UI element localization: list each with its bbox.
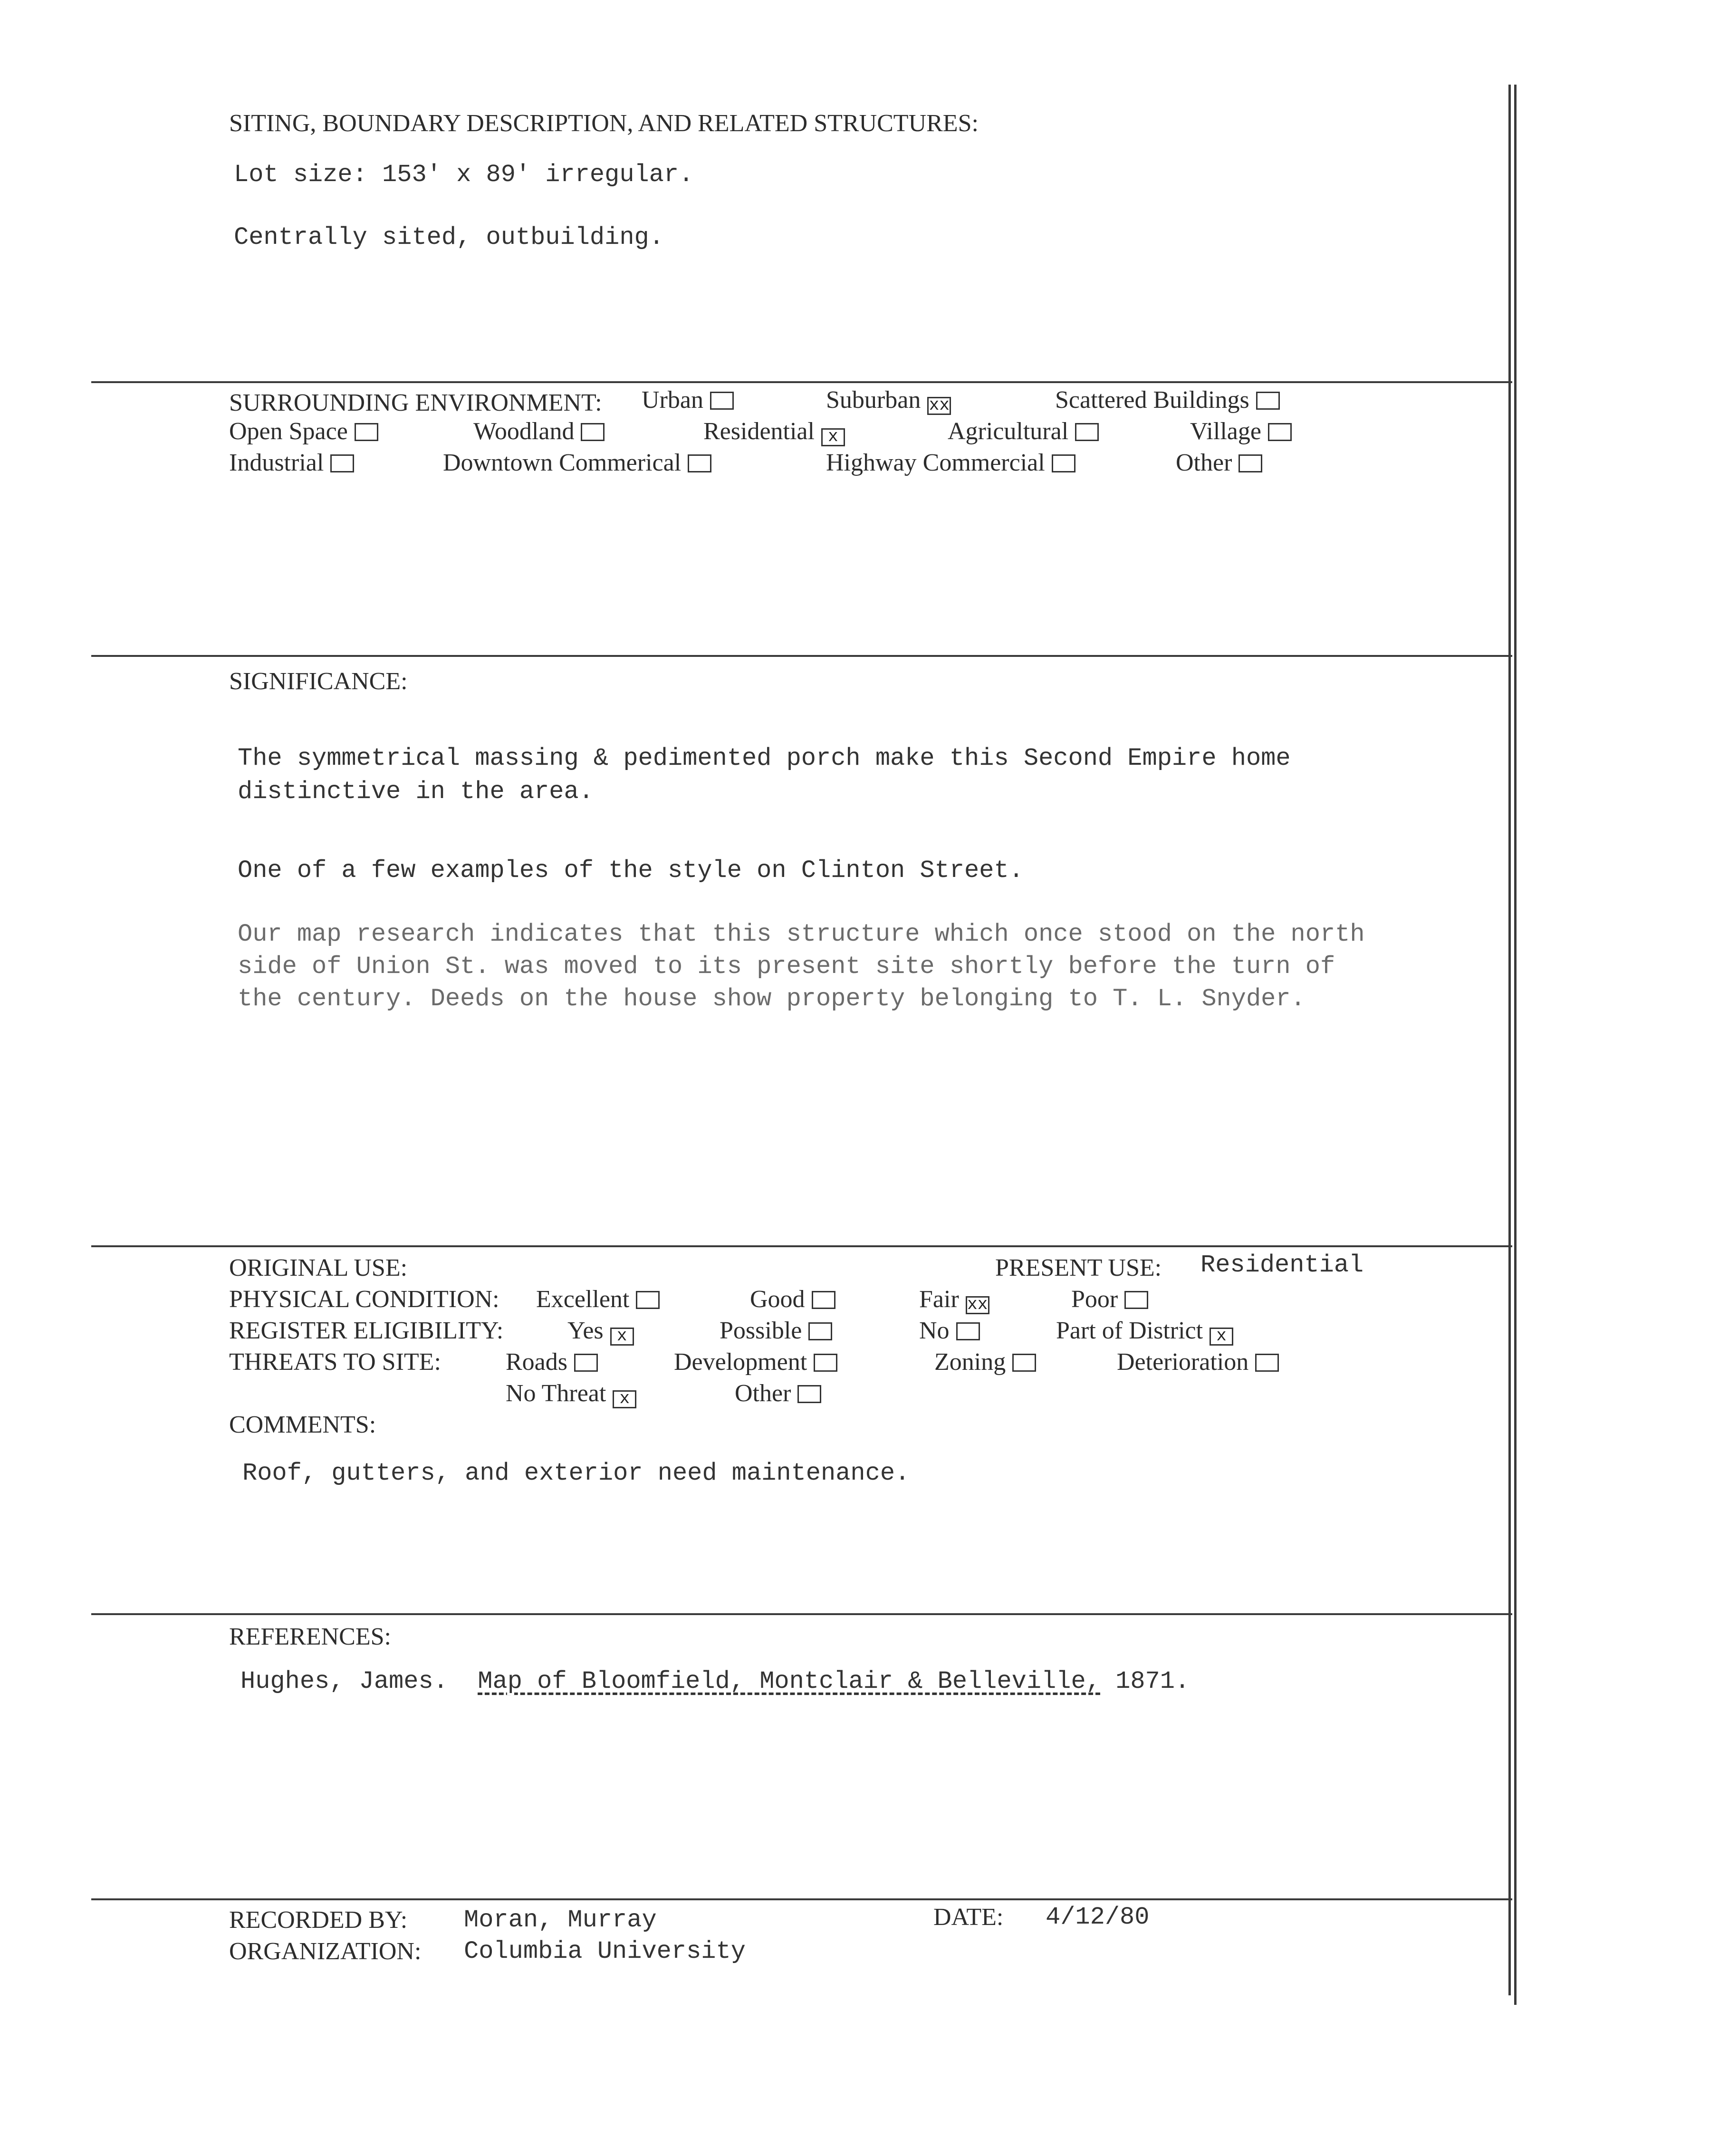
divider: [91, 1898, 1512, 1900]
comments-label: COMMENTS:: [229, 1411, 376, 1438]
checkbox[interactable]: [710, 392, 734, 410]
present-use-label: PRESENT USE:: [995, 1254, 1162, 1281]
threats-label: THREATS TO SITE:: [229, 1348, 441, 1376]
reference-entry: [240, 1667, 1190, 1695]
right-border-rule: [1508, 85, 1511, 1995]
significance-p3-line-3: the century. Deeds on the house show property belonging to T. L. Snyder.: [238, 985, 1306, 1013]
checkbox[interactable]: xx: [927, 397, 951, 415]
checkbox[interactable]: [330, 454, 354, 472]
checkbox[interactable]: [812, 1291, 835, 1309]
checkbox[interactable]: [814, 1354, 837, 1372]
reference-title: Map of Bloomfield, Montclair & Belleville,: [478, 1667, 1101, 1695]
reference-year: 1871.: [1115, 1667, 1190, 1695]
siting-line-1: Lot size: 153' x 89' irregular.: [234, 161, 694, 189]
comments-text: Roof, gutters, and exterior need maintenance.: [242, 1459, 910, 1487]
right-border-rule-inner: [1514, 85, 1517, 2005]
threat-option-other: Other: [735, 1379, 821, 1407]
divider: [91, 655, 1512, 657]
env-option-suburban: Suburban xx: [826, 386, 951, 415]
checkbox[interactable]: x: [613, 1390, 636, 1408]
reference-author: Hughes, James.: [240, 1667, 448, 1695]
recorded-by-value: Moran, Murray: [464, 1906, 657, 1934]
siting-line-2: Centrally sited, outbuilding.: [234, 223, 664, 251]
env-option-highway-commercial: Highway Commercial: [826, 449, 1075, 477]
eligibility-option-no: No: [919, 1317, 980, 1345]
checkbox[interactable]: [355, 423, 378, 441]
env-option-urban: Urban: [642, 386, 734, 414]
checkbox[interactable]: xx: [966, 1296, 989, 1314]
checkbox[interactable]: [1268, 423, 1292, 441]
eligibility-option-part-of-district: Part of District x: [1056, 1317, 1233, 1346]
checkbox[interactable]: x: [821, 428, 845, 446]
checkbox[interactable]: [797, 1385, 821, 1403]
threat-option-roads: Roads: [506, 1348, 598, 1376]
env-option-open-space: Open Space: [229, 417, 378, 445]
checkbox[interactable]: x: [1210, 1328, 1233, 1346]
checkbox[interactable]: [688, 454, 711, 472]
env-option-woodland: Woodland: [473, 417, 605, 445]
date-value: 4/12/80: [1046, 1903, 1150, 1931]
checkbox[interactable]: [1052, 454, 1075, 472]
env-option-industrial: Industrial: [229, 449, 354, 477]
condition-option-excellent: Excellent: [536, 1285, 660, 1313]
condition-option-fair: Fair xx: [919, 1285, 989, 1314]
eligibility-option-yes: Yes x: [567, 1317, 634, 1346]
checkbox[interactable]: [574, 1354, 598, 1372]
checkbox[interactable]: x: [610, 1328, 634, 1346]
env-option-downtown-commerical: Downtown Commerical: [443, 449, 711, 477]
register-eligibility-label: REGISTER ELIGIBILITY:: [229, 1317, 504, 1344]
checkbox[interactable]: [636, 1291, 660, 1309]
condition-option-good: Good: [750, 1285, 835, 1313]
checkbox[interactable]: [956, 1322, 980, 1340]
organization-value: Columbia University: [464, 1937, 746, 1965]
env-option-other: Other: [1176, 449, 1262, 477]
significance-p1-line-2: distinctive in the area.: [238, 778, 594, 806]
threat-option-no-threat: No Threat x: [506, 1379, 636, 1408]
significance-p3-line-1: Our map research indicates that this structure which once stood on the north: [238, 920, 1365, 948]
significance-p2: One of a few examples of the style on Clinton Street.: [238, 857, 1024, 885]
date-label: DATE:: [933, 1904, 1004, 1931]
eligibility-option-possible: Possible: [720, 1317, 832, 1345]
significance-heading: SIGNIFICANCE:: [229, 668, 408, 695]
checkbox[interactable]: [808, 1322, 832, 1340]
env-option-residential: Residential x: [703, 417, 845, 446]
checkbox[interactable]: [1012, 1354, 1036, 1372]
checkbox[interactable]: [1124, 1291, 1148, 1309]
recorded-by-label: RECORDED BY:: [229, 1906, 408, 1934]
divider: [91, 1245, 1512, 1247]
threat-option-development: Development: [674, 1348, 837, 1376]
present-use-value: Residential: [1200, 1251, 1364, 1279]
condition-option-poor: Poor: [1071, 1285, 1148, 1313]
siting-heading: SITING, BOUNDARY DESCRIPTION, AND RELATED STRUCTURES:: [229, 110, 979, 137]
env-option-village: Village: [1190, 417, 1292, 445]
organization-label: ORGANIZATION:: [229, 1938, 422, 1965]
physical-condition-label: PHYSICAL CONDITION:: [229, 1286, 499, 1313]
divider: [91, 381, 1512, 383]
references-label: REFERENCES:: [229, 1623, 391, 1650]
checkbox[interactable]: [581, 423, 605, 441]
checkbox[interactable]: [1239, 454, 1262, 472]
threat-option-zoning: Zoning: [934, 1348, 1036, 1376]
original-use-label: ORIGINAL USE:: [229, 1254, 408, 1281]
env-option-scattered-buildings: Scattered Buildings: [1055, 386, 1280, 414]
checkbox[interactable]: [1256, 392, 1280, 410]
threat-option-deterioration: Deterioration: [1117, 1348, 1279, 1376]
significance-p1-line-1: The symmetrical massing & pedimented porch make this Second Empire home: [238, 744, 1291, 772]
checkbox[interactable]: [1075, 423, 1099, 441]
environment-heading: SURROUNDING ENVIRONMENT:: [229, 389, 602, 416]
significance-p3-line-2: side of Union St. was moved to its present site shortly before the turn of: [238, 953, 1335, 981]
divider: [91, 1613, 1512, 1615]
env-option-agricultural: Agricultural: [948, 417, 1099, 445]
checkbox[interactable]: [1255, 1354, 1279, 1372]
